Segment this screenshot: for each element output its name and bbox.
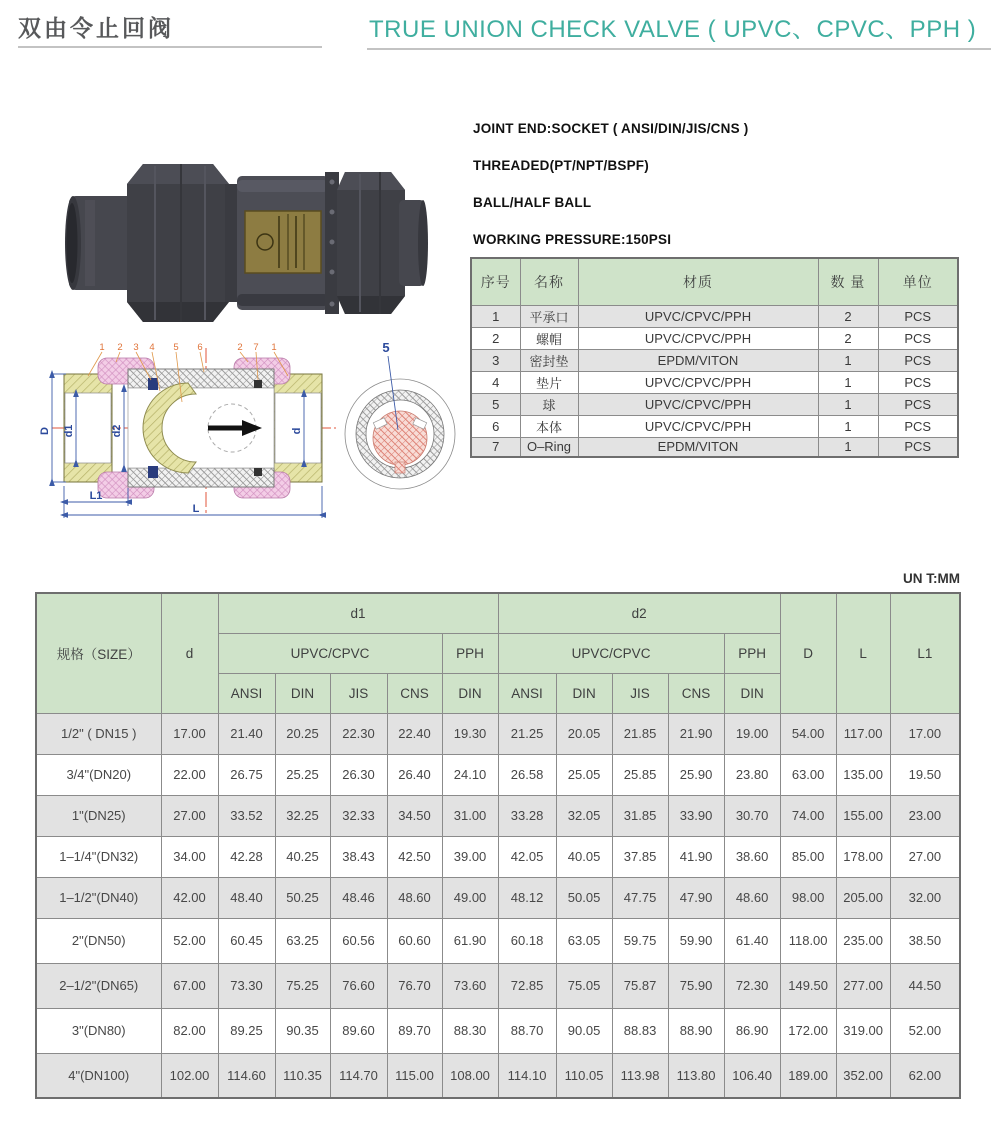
table-cell: 1 — [818, 415, 878, 437]
table-cell: 49.00 — [442, 877, 498, 918]
table-cell: 25.90 — [668, 754, 724, 795]
table-cell: 42.05 — [498, 836, 556, 877]
table-cell: 48.12 — [498, 877, 556, 918]
table-cell: 23.00 — [890, 795, 960, 836]
table-cell: 61.90 — [442, 918, 498, 963]
table-cell: 38.50 — [890, 918, 960, 963]
parts-table-row — [471, 415, 958, 437]
table-cell: 2 — [818, 305, 878, 327]
valve-left-nut — [127, 164, 229, 322]
dimension-table-row — [36, 795, 960, 836]
table-cell: 74.00 — [780, 795, 836, 836]
table-cell: 密封垫 — [520, 349, 578, 371]
detail-callout-number: 5 — [382, 340, 390, 355]
spec-working-pressure: WORKING PRESSURE:150PSI — [473, 232, 672, 247]
table-cell: O–Ring — [520, 437, 578, 457]
table-cell: EPDM/VITON — [578, 437, 818, 457]
table-cell: 72.85 — [498, 963, 556, 1008]
table-cell: 32.05 — [556, 795, 612, 836]
table-cell: 42.28 — [218, 836, 275, 877]
dim-col-D: D — [780, 593, 836, 713]
table-cell: UPVC/CPVC/PPH — [578, 371, 818, 393]
dim-group-d2: d2 — [498, 593, 780, 633]
parts-table-row — [471, 437, 958, 457]
valve-label — [245, 211, 321, 273]
table-cell: 73.60 — [442, 963, 498, 1008]
parts-table-row — [471, 349, 958, 371]
table-cell: 32.00 — [890, 877, 960, 918]
table-cell: 24.10 — [442, 754, 498, 795]
table-cell: PCS — [878, 371, 958, 393]
table-cell: 110.05 — [556, 1053, 612, 1098]
table-cell: 50.05 — [556, 877, 612, 918]
dimension-label-d1: d1 — [63, 424, 75, 438]
table-cell: UPVC/CPVC/PPH — [578, 393, 818, 415]
dim-std-din: DIN — [556, 673, 612, 713]
table-cell: 63.25 — [275, 918, 330, 963]
parts-col-index: 序号 — [471, 258, 520, 305]
callout-numbers — [99, 342, 276, 353]
title-underline-left — [18, 46, 322, 48]
dim-std-cns: CNS — [668, 673, 724, 713]
table-cell: 3 — [471, 349, 520, 371]
callout-number: 1 — [271, 342, 277, 353]
table-cell: 本体 — [520, 415, 578, 437]
table-cell: 106.40 — [724, 1053, 780, 1098]
table-cell: 40.25 — [275, 836, 330, 877]
table-cell: 86.90 — [724, 1008, 780, 1053]
table-cell: 38.60 — [724, 836, 780, 877]
table-cell: 25.05 — [556, 754, 612, 795]
dim-group-d1: d1 — [218, 593, 498, 633]
table-cell: 48.40 — [218, 877, 275, 918]
table-cell: 22.40 — [387, 713, 442, 754]
table-cell: 149.50 — [780, 963, 836, 1008]
dimension-table-row — [36, 1053, 960, 1098]
size-cell: 2"(DN50) — [36, 918, 161, 963]
table-cell: 32.25 — [275, 795, 330, 836]
table-cell: 30.70 — [724, 795, 780, 836]
table-cell: PCS — [878, 305, 958, 327]
table-cell: 17.00 — [161, 713, 218, 754]
dim-std-din: DIN — [724, 673, 780, 713]
parts-col-unit: 单位 — [878, 258, 958, 305]
table-cell: 42.00 — [161, 877, 218, 918]
table-cell: 54.00 — [780, 713, 836, 754]
table-cell: 155.00 — [836, 795, 890, 836]
table-cell: 21.25 — [498, 713, 556, 754]
table-cell: 114.70 — [330, 1053, 387, 1098]
table-cell: 82.00 — [161, 1008, 218, 1053]
table-cell: 27.00 — [161, 795, 218, 836]
table-cell: 21.85 — [612, 713, 668, 754]
table-cell: PCS — [878, 415, 958, 437]
table-cell: 76.70 — [387, 963, 442, 1008]
table-cell: 60.56 — [330, 918, 387, 963]
table-cell: 41.90 — [668, 836, 724, 877]
dim-col-L1: L1 — [890, 593, 960, 713]
table-cell: 平承口 — [520, 305, 578, 327]
table-cell: 118.00 — [780, 918, 836, 963]
dim-group-pph: PPH — [442, 633, 498, 673]
size-cell: 1–1/4"(DN32) — [36, 836, 161, 877]
detail-view — [345, 340, 455, 489]
table-cell: 90.05 — [556, 1008, 612, 1053]
dimension-table-row — [36, 1008, 960, 1053]
table-cell: 72.30 — [724, 963, 780, 1008]
valve-right-nut — [337, 172, 405, 314]
callout-number: 5 — [173, 342, 179, 353]
dimension-table-row — [36, 754, 960, 795]
table-cell: 59.75 — [612, 918, 668, 963]
dim-std-din: DIN — [442, 673, 498, 713]
table-cell: 7 — [471, 437, 520, 457]
product-photo — [55, 138, 435, 343]
dimension-table-row — [36, 963, 960, 1008]
table-cell: 2 — [471, 327, 520, 349]
dimension-label-L: L — [192, 503, 200, 515]
table-cell: UPVC/CPVC/PPH — [578, 415, 818, 437]
table-cell: 62.00 — [890, 1053, 960, 1098]
table-cell: 89.25 — [218, 1008, 275, 1053]
dimension-table — [35, 592, 961, 1099]
spec-list — [473, 121, 993, 269]
table-cell: 178.00 — [836, 836, 890, 877]
table-cell: EPDM/VITON — [578, 349, 818, 371]
table-cell: 25.85 — [612, 754, 668, 795]
table-cell: 26.40 — [387, 754, 442, 795]
table-cell: 34.00 — [161, 836, 218, 877]
table-cell: 319.00 — [836, 1008, 890, 1053]
page-title-chinese: 双由令止回阀 — [18, 15, 174, 41]
table-cell: 20.05 — [556, 713, 612, 754]
table-cell: 63.00 — [780, 754, 836, 795]
table-cell: 6 — [471, 415, 520, 437]
table-cell: PCS — [878, 393, 958, 415]
table-cell: 47.75 — [612, 877, 668, 918]
dimension-label-d2: d2 — [111, 424, 123, 438]
table-cell: 277.00 — [836, 963, 890, 1008]
dimension-label-D: D — [39, 427, 51, 435]
table-cell: 102.00 — [161, 1053, 218, 1098]
section-drawing — [36, 336, 462, 526]
table-cell: 20.25 — [275, 713, 330, 754]
parts-col-name: 名称 — [520, 258, 578, 305]
table-cell: 34.50 — [387, 795, 442, 836]
table-cell: UPVC/CPVC/PPH — [578, 305, 818, 327]
dimension-label-L1: L1 — [89, 490, 103, 502]
dim-col-size: 规格（SIZE） — [36, 593, 161, 713]
table-cell: 113.98 — [612, 1053, 668, 1098]
dim-group-upvc-cpvc: UPVC/CPVC — [498, 633, 724, 673]
table-cell: 33.52 — [218, 795, 275, 836]
table-cell: 23.80 — [724, 754, 780, 795]
table-cell: 90.35 — [275, 1008, 330, 1053]
unit-note: UN T:MM — [903, 571, 960, 586]
table-cell: 33.90 — [668, 795, 724, 836]
size-cell: 1"(DN25) — [36, 795, 161, 836]
table-cell: 25.25 — [275, 754, 330, 795]
table-cell: 60.60 — [387, 918, 442, 963]
table-cell: 172.00 — [780, 1008, 836, 1053]
page-title-english: TRUE UNION CHECK VALVE ( UPVC、CPVC、PPH ) — [369, 16, 977, 43]
table-cell: 19.00 — [724, 713, 780, 754]
parts-col-qty: 数 量 — [818, 258, 878, 305]
table-cell: 189.00 — [780, 1053, 836, 1098]
callout-number: 2 — [237, 342, 243, 353]
dim-std-din: DIN — [275, 673, 330, 713]
size-cell: 1/2" ( DN15 ) — [36, 713, 161, 754]
table-cell: 44.50 — [890, 963, 960, 1008]
table-cell: 52.00 — [890, 1008, 960, 1053]
table-cell: 115.00 — [387, 1053, 442, 1098]
table-cell: 1 — [471, 305, 520, 327]
table-cell: 螺帽 — [520, 327, 578, 349]
table-cell: 4 — [471, 371, 520, 393]
size-cell: 3"(DN80) — [36, 1008, 161, 1053]
table-cell: 21.40 — [218, 713, 275, 754]
dimension-table-row — [36, 713, 960, 754]
table-cell: 1 — [818, 393, 878, 415]
table-cell: 88.70 — [498, 1008, 556, 1053]
spec-ball: BALL/HALF BALL — [473, 195, 592, 210]
dim-std-jis: JIS — [612, 673, 668, 713]
table-cell: 75.90 — [668, 963, 724, 1008]
table-cell: 135.00 — [836, 754, 890, 795]
parts-table-row — [471, 371, 958, 393]
table-cell: 22.30 — [330, 713, 387, 754]
table-cell: 38.43 — [330, 836, 387, 877]
table-cell: 352.00 — [836, 1053, 890, 1098]
table-cell: 89.60 — [330, 1008, 387, 1053]
table-cell: 114.60 — [218, 1053, 275, 1098]
table-cell: 33.28 — [498, 795, 556, 836]
callout-number: 1 — [99, 342, 105, 353]
table-cell: PCS — [878, 437, 958, 457]
table-cell: 26.30 — [330, 754, 387, 795]
table-cell: 75.87 — [612, 963, 668, 1008]
table-cell: 75.25 — [275, 963, 330, 1008]
table-cell: 88.90 — [668, 1008, 724, 1053]
dim-std-cns: CNS — [387, 673, 442, 713]
table-cell: 2 — [818, 327, 878, 349]
callout-number: 2 — [117, 342, 123, 353]
dimension-table-row — [36, 918, 960, 963]
table-cell: 5 — [471, 393, 520, 415]
table-cell: 27.00 — [890, 836, 960, 877]
table-cell: 50.25 — [275, 877, 330, 918]
size-cell: 2–1/2"(DN65) — [36, 963, 161, 1008]
table-cell: 108.00 — [442, 1053, 498, 1098]
dim-std-ansi: ANSI — [218, 673, 275, 713]
table-cell: 76.60 — [330, 963, 387, 1008]
table-cell: 31.85 — [612, 795, 668, 836]
table-cell: 75.05 — [556, 963, 612, 1008]
table-cell: 40.05 — [556, 836, 612, 877]
table-cell: 19.30 — [442, 713, 498, 754]
table-cell: 26.58 — [498, 754, 556, 795]
size-cell: 1–1/2"(DN40) — [36, 877, 161, 918]
table-cell: PCS — [878, 327, 958, 349]
spec-threaded: THREADED(PT/NPT/BSPF) — [473, 158, 649, 173]
table-cell: 球 — [520, 393, 578, 415]
callout-number: 7 — [253, 342, 259, 353]
dim-group-pph: PPH — [724, 633, 780, 673]
table-cell: 48.60 — [724, 877, 780, 918]
table-cell: 60.45 — [218, 918, 275, 963]
table-cell: 113.80 — [668, 1053, 724, 1098]
parts-table-row — [471, 393, 958, 415]
callout-number: 6 — [197, 342, 203, 353]
table-cell: 48.46 — [330, 877, 387, 918]
table-cell: 47.90 — [668, 877, 724, 918]
table-cell: 17.00 — [890, 713, 960, 754]
seal-detail-top-left — [148, 378, 158, 390]
table-cell: 42.50 — [387, 836, 442, 877]
dim-std-jis: JIS — [330, 673, 387, 713]
table-cell: 垫片 — [520, 371, 578, 393]
spec-joint-end: JOINT END:SOCKET ( ANSI/DIN/JIS/CNS ) — [473, 121, 749, 136]
dim-group-upvc-cpvc: UPVC/CPVC — [218, 633, 442, 673]
valve-photo-illustration — [55, 138, 435, 343]
dim-header-row-1 — [36, 593, 960, 633]
dimension-table-row — [36, 877, 960, 918]
table-cell: 235.00 — [836, 918, 890, 963]
table-cell: 22.00 — [161, 754, 218, 795]
table-cell: 60.18 — [498, 918, 556, 963]
table-cell: 110.35 — [275, 1053, 330, 1098]
parts-table-row — [471, 327, 958, 349]
table-cell: 63.05 — [556, 918, 612, 963]
table-cell: 89.70 — [387, 1008, 442, 1053]
table-cell: 67.00 — [161, 963, 218, 1008]
table-cell: 32.33 — [330, 795, 387, 836]
table-cell: 117.00 — [836, 713, 890, 754]
dim-col-L: L — [836, 593, 890, 713]
dim-col-d: d — [161, 593, 218, 713]
table-cell: 37.85 — [612, 836, 668, 877]
parts-table-row — [471, 305, 958, 327]
table-cell: 88.83 — [612, 1008, 668, 1053]
table-cell: 85.00 — [780, 836, 836, 877]
table-cell: 52.00 — [161, 918, 218, 963]
technical-drawing — [36, 336, 462, 526]
table-cell: 61.40 — [724, 918, 780, 963]
size-cell: 3/4"(DN20) — [36, 754, 161, 795]
table-cell: 26.75 — [218, 754, 275, 795]
table-cell: 31.00 — [442, 795, 498, 836]
table-cell: 88.30 — [442, 1008, 498, 1053]
table-cell: UPVC/CPVC/PPH — [578, 327, 818, 349]
table-cell: 114.10 — [498, 1053, 556, 1098]
table-cell: 1 — [818, 371, 878, 393]
dimension-label-d: d — [291, 427, 303, 435]
parts-col-material: 材质 — [578, 258, 818, 305]
table-cell: 19.50 — [890, 754, 960, 795]
table-cell: PCS — [878, 349, 958, 371]
callout-number: 4 — [149, 342, 155, 353]
table-cell: 39.00 — [442, 836, 498, 877]
title-underline-right — [367, 48, 991, 50]
parts-table — [470, 257, 959, 458]
dim-std-ansi: ANSI — [498, 673, 556, 713]
dimension-table-row — [36, 836, 960, 877]
table-cell: 205.00 — [836, 877, 890, 918]
table-cell: 98.00 — [780, 877, 836, 918]
table-cell: 21.90 — [668, 713, 724, 754]
table-cell: 1 — [818, 349, 878, 371]
table-cell: 1 — [818, 437, 878, 457]
table-cell: 59.90 — [668, 918, 724, 963]
table-cell: 73.30 — [218, 963, 275, 1008]
size-cell: 4"(DN100) — [36, 1053, 161, 1098]
table-cell: 48.60 — [387, 877, 442, 918]
callout-number: 3 — [133, 342, 139, 353]
parts-table-header-row — [471, 258, 958, 305]
